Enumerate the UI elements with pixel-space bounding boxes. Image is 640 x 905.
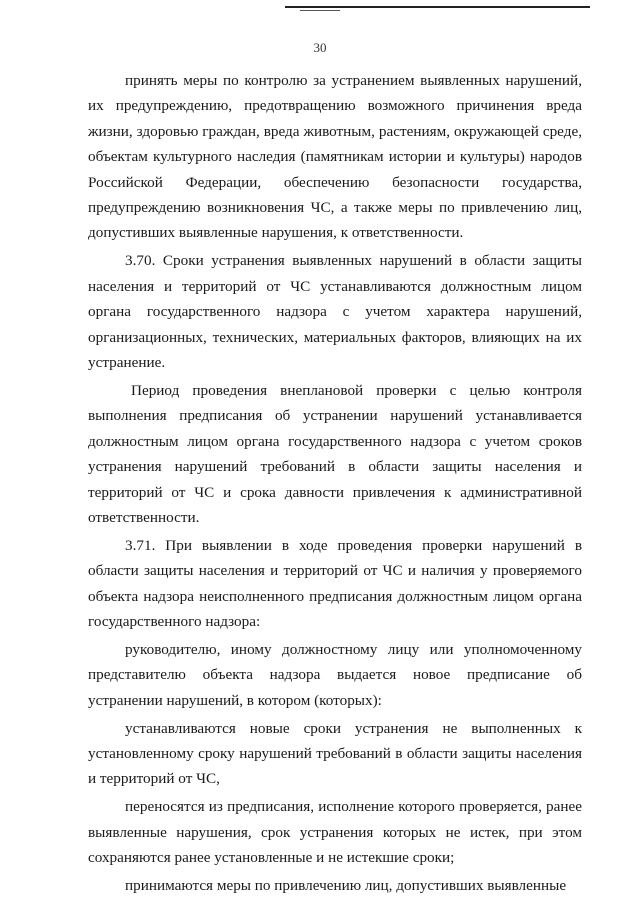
paragraph-liability-measures: принимаются меры по привлечению лиц, допустивших выявленные xyxy=(125,877,567,895)
paragraph-new-order: руководителю, иному должностному лицу или уполномоченному представителю объекта надзора выдается новое предписание об устранении нарушений, в котором (которых): xyxy=(88,640,582,709)
paragraph-3-71: 3.71. При выявлении в ходе проведения проверки нарушений в области защиты населения и территорий от ЧС и наличия у проверяемого объекта надзора неисполненного предписания должностным лицом органа государственного надзора: xyxy=(88,536,582,631)
document-body xyxy=(88,68,582,901)
header-rule xyxy=(285,6,590,8)
paragraph-measures: принять меры по контролю за устранением выявленных нарушений, их предупреждению, предотвращению возможного причинения вреда жизни, здоровью граждан, вреда животным, растениям, окружающей среде, объектам культурного наследия (памятникам истории и культуры) народов Российской Федерации, обеспечению безопасности государства, предупреждению возникновения ЧС, а также меры по привлечению лиц, допустивших выявленные нарушения, к ответственности. xyxy=(88,72,582,242)
page-number: 30 xyxy=(313,40,327,55)
header-rule-short xyxy=(300,10,340,11)
paragraph-inspection-period: Период проведения внеплановой проверки с целью контроля выполнения предписания об устранении нарушений устанавливается должностным лицом органа государственного надзора с учетом сроков устранения нарушений требований в области защиты населения и территорий от ЧС и срока давности привлечения к административной ответственности. xyxy=(88,381,582,526)
paragraph-transferred-violations: переносятся из предписания, исполнение которого проверяется, ранее выявленные нарушения, срок устранения которых не истек, при этом сохраняются ранее установленные и не истекшие сроки; xyxy=(88,798,582,867)
paragraph-new-deadlines: устанавливаются новые сроки устранения не выполненных к установленному сроку нарушений требований в области защиты населения и территорий от ЧС, xyxy=(88,719,582,788)
paragraph-3-70: 3.70. Сроки устранения выявленных нарушений в области защиты населения и территорий от ЧС устанавливаются должностным лицом органа государственного надзора с учетом характера нарушений, организационных, технических, материальных факторов, влияющих на их устранение. xyxy=(88,252,582,371)
